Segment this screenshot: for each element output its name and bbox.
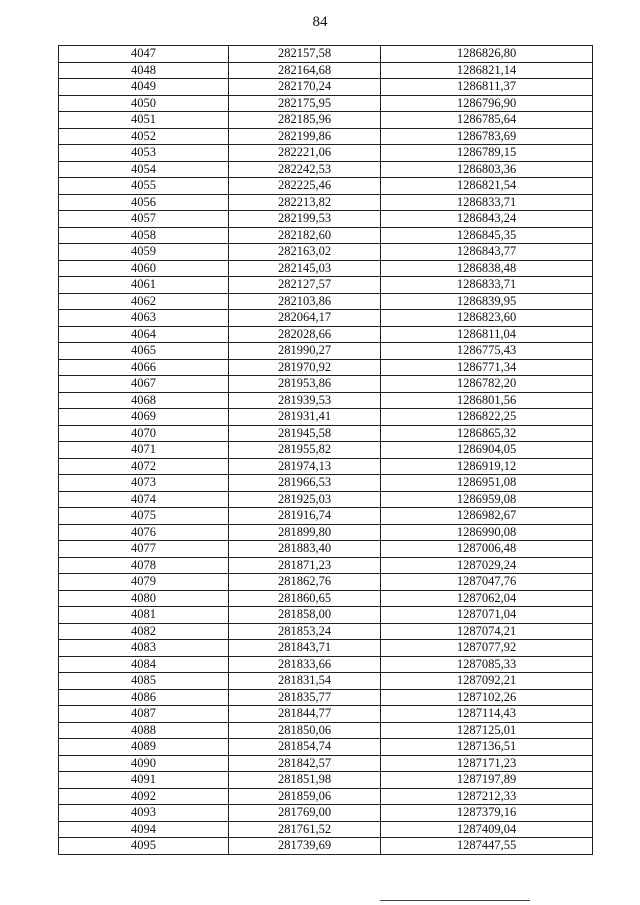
x-coordinate-cell: 281916,74 (229, 508, 381, 525)
y-coordinate-cell: 1287447,55 (381, 838, 593, 855)
x-coordinate-cell: 281761,52 (229, 821, 381, 838)
x-coordinate-cell: 281843,71 (229, 640, 381, 657)
table-row (59, 95, 593, 112)
table-row (59, 194, 593, 211)
table-row (59, 376, 593, 393)
x-coordinate-cell: 282199,86 (229, 128, 381, 145)
x-coordinate-cell: 281853,24 (229, 623, 381, 640)
x-coordinate-cell: 282064,17 (229, 310, 381, 327)
point-number-cell: 4071 (59, 442, 229, 459)
table-row (59, 277, 593, 294)
y-coordinate-cell: 1287409,04 (381, 821, 593, 838)
point-number-cell: 4069 (59, 409, 229, 426)
x-coordinate-cell: 281931,41 (229, 409, 381, 426)
table-row (59, 62, 593, 79)
y-coordinate-cell: 1287029,24 (381, 557, 593, 574)
x-coordinate-cell: 281970,92 (229, 359, 381, 376)
table-row (59, 640, 593, 657)
table-row (59, 838, 593, 855)
point-number-cell: 4053 (59, 145, 229, 162)
table-row (59, 739, 593, 756)
table-row (59, 689, 593, 706)
y-coordinate-cell: 1286783,69 (381, 128, 593, 145)
table-row (59, 326, 593, 343)
point-number-cell: 4095 (59, 838, 229, 855)
point-number-cell: 4091 (59, 772, 229, 789)
x-coordinate-cell: 281966,53 (229, 475, 381, 492)
y-coordinate-cell: 1287092,21 (381, 673, 593, 690)
point-number-cell: 4083 (59, 640, 229, 657)
y-coordinate-cell: 1287077,92 (381, 640, 593, 657)
table-row (59, 541, 593, 558)
y-coordinate-cell: 1286845,35 (381, 227, 593, 244)
table-row (59, 458, 593, 475)
table-row (59, 128, 593, 145)
y-coordinate-cell: 1286775,43 (381, 343, 593, 360)
table-row (59, 491, 593, 508)
x-coordinate-cell: 282127,57 (229, 277, 381, 294)
table-row (59, 623, 593, 640)
point-number-cell: 4082 (59, 623, 229, 640)
point-number-cell: 4090 (59, 755, 229, 772)
y-coordinate-cell: 1286951,08 (381, 475, 593, 492)
y-coordinate-cell: 1287062,04 (381, 590, 593, 607)
y-coordinate-cell: 1287212,33 (381, 788, 593, 805)
y-coordinate-cell: 1287074,21 (381, 623, 593, 640)
x-coordinate-cell: 281769,00 (229, 805, 381, 822)
y-coordinate-cell: 1286838,48 (381, 260, 593, 277)
point-number-cell: 4074 (59, 491, 229, 508)
point-number-cell: 4058 (59, 227, 229, 244)
y-coordinate-cell: 1286771,34 (381, 359, 593, 376)
y-coordinate-cell: 1286822,25 (381, 409, 593, 426)
y-coordinate-cell: 1286919,12 (381, 458, 593, 475)
y-coordinate-cell: 1286990,08 (381, 524, 593, 541)
table-row (59, 343, 593, 360)
x-coordinate-cell: 281939,53 (229, 392, 381, 409)
x-coordinate-cell: 281862,76 (229, 574, 381, 591)
point-number-cell: 4088 (59, 722, 229, 739)
y-coordinate-cell: 1286833,71 (381, 277, 593, 294)
x-coordinate-cell: 281871,23 (229, 557, 381, 574)
table-row (59, 607, 593, 624)
table-row (59, 227, 593, 244)
table-row (59, 788, 593, 805)
x-coordinate-cell: 281854,74 (229, 739, 381, 756)
x-coordinate-cell: 282157,58 (229, 46, 381, 63)
point-number-cell: 4048 (59, 62, 229, 79)
point-number-cell: 4073 (59, 475, 229, 492)
x-coordinate-cell: 281953,86 (229, 376, 381, 393)
table-row (59, 244, 593, 261)
x-coordinate-cell: 282175,95 (229, 95, 381, 112)
point-number-cell: 4057 (59, 211, 229, 228)
table-row (59, 656, 593, 673)
x-coordinate-cell: 282103,86 (229, 293, 381, 310)
table-row (59, 145, 593, 162)
point-number-cell: 4094 (59, 821, 229, 838)
y-coordinate-cell: 1286785,64 (381, 112, 593, 129)
x-coordinate-cell: 282242,53 (229, 161, 381, 178)
x-coordinate-cell: 282221,06 (229, 145, 381, 162)
x-coordinate-cell: 281925,03 (229, 491, 381, 508)
point-number-cell: 4049 (59, 79, 229, 96)
table-row (59, 409, 593, 426)
x-coordinate-cell: 282170,24 (229, 79, 381, 96)
point-number-cell: 4050 (59, 95, 229, 112)
point-number-cell: 4086 (59, 689, 229, 706)
table-row (59, 524, 593, 541)
x-coordinate-cell: 281974,13 (229, 458, 381, 475)
table-row (59, 475, 593, 492)
y-coordinate-cell: 1286782,20 (381, 376, 593, 393)
point-number-cell: 4056 (59, 194, 229, 211)
point-number-cell: 4064 (59, 326, 229, 343)
table-row (59, 79, 593, 96)
y-coordinate-cell: 1286801,56 (381, 392, 593, 409)
y-coordinate-cell: 1286823,60 (381, 310, 593, 327)
point-number-cell: 4062 (59, 293, 229, 310)
table-row (59, 590, 593, 607)
point-number-cell: 4084 (59, 656, 229, 673)
x-coordinate-cell: 281883,40 (229, 541, 381, 558)
x-coordinate-cell: 282164,68 (229, 62, 381, 79)
point-number-cell: 4055 (59, 178, 229, 195)
x-coordinate-cell: 282225,46 (229, 178, 381, 195)
x-coordinate-cell: 282185,96 (229, 112, 381, 129)
table-row (59, 821, 593, 838)
x-coordinate-cell: 281899,80 (229, 524, 381, 541)
y-coordinate-cell: 1287197,89 (381, 772, 593, 789)
table-row (59, 772, 593, 789)
point-number-cell: 4089 (59, 739, 229, 756)
table-row (59, 392, 593, 409)
y-coordinate-cell: 1286865,32 (381, 425, 593, 442)
y-coordinate-cell: 1287085,33 (381, 656, 593, 673)
table-row (59, 310, 593, 327)
y-coordinate-cell: 1287125,01 (381, 722, 593, 739)
x-coordinate-cell: 281945,58 (229, 425, 381, 442)
y-coordinate-cell: 1287114,43 (381, 706, 593, 723)
y-coordinate-cell: 1287047,76 (381, 574, 593, 591)
y-coordinate-cell: 1286811,37 (381, 79, 593, 96)
table-row (59, 178, 593, 195)
y-coordinate-cell: 1286982,67 (381, 508, 593, 525)
coordinates-table (58, 45, 593, 855)
point-number-cell: 4052 (59, 128, 229, 145)
y-coordinate-cell: 1286833,71 (381, 194, 593, 211)
y-coordinate-cell: 1286821,54 (381, 178, 593, 195)
table-row (59, 706, 593, 723)
table-row (59, 211, 593, 228)
point-number-cell: 4070 (59, 425, 229, 442)
y-coordinate-cell: 1286803,36 (381, 161, 593, 178)
point-number-cell: 4078 (59, 557, 229, 574)
x-coordinate-cell: 281842,57 (229, 755, 381, 772)
y-coordinate-cell: 1287379,16 (381, 805, 593, 822)
y-coordinate-cell: 1287006,48 (381, 541, 593, 558)
point-number-cell: 4066 (59, 359, 229, 376)
point-number-cell: 4093 (59, 805, 229, 822)
point-number-cell: 4075 (59, 508, 229, 525)
point-number-cell: 4085 (59, 673, 229, 690)
point-number-cell: 4067 (59, 376, 229, 393)
table-row (59, 260, 593, 277)
point-number-cell: 4079 (59, 574, 229, 591)
point-number-cell: 4063 (59, 310, 229, 327)
table-row (59, 557, 593, 574)
point-number-cell: 4061 (59, 277, 229, 294)
x-coordinate-cell: 282145,03 (229, 260, 381, 277)
point-number-cell: 4068 (59, 392, 229, 409)
x-coordinate-cell: 282028,66 (229, 326, 381, 343)
x-coordinate-cell: 281858,00 (229, 607, 381, 624)
point-number-cell: 4080 (59, 590, 229, 607)
x-coordinate-cell: 281990,27 (229, 343, 381, 360)
y-coordinate-cell: 1286843,77 (381, 244, 593, 261)
x-coordinate-cell: 281859,06 (229, 788, 381, 805)
table-row (59, 359, 593, 376)
x-coordinate-cell: 281739,69 (229, 838, 381, 855)
point-number-cell: 4051 (59, 112, 229, 129)
table-row (59, 673, 593, 690)
y-coordinate-cell: 1287136,51 (381, 739, 593, 756)
table-row (59, 425, 593, 442)
table-row (59, 508, 593, 525)
y-coordinate-cell: 1286821,14 (381, 62, 593, 79)
y-coordinate-cell: 1286796,90 (381, 95, 593, 112)
point-number-cell: 4072 (59, 458, 229, 475)
table-row (59, 293, 593, 310)
x-coordinate-cell: 281955,82 (229, 442, 381, 459)
point-number-cell: 4081 (59, 607, 229, 624)
bottom-rule (380, 900, 530, 901)
point-number-cell: 4077 (59, 541, 229, 558)
page-number: 84 (312, 14, 328, 30)
y-coordinate-cell: 1286789,15 (381, 145, 593, 162)
point-number-cell: 4047 (59, 46, 229, 63)
x-coordinate-cell: 282199,53 (229, 211, 381, 228)
x-coordinate-cell: 281850,06 (229, 722, 381, 739)
table-row (59, 161, 593, 178)
x-coordinate-cell: 281835,77 (229, 689, 381, 706)
x-coordinate-cell: 282213,82 (229, 194, 381, 211)
x-coordinate-cell: 281851,98 (229, 772, 381, 789)
table-row (59, 574, 593, 591)
point-number-cell: 4092 (59, 788, 229, 805)
table-row (59, 442, 593, 459)
point-number-cell: 4076 (59, 524, 229, 541)
x-coordinate-cell: 281844,77 (229, 706, 381, 723)
y-coordinate-cell: 1287102,26 (381, 689, 593, 706)
table-row (59, 805, 593, 822)
y-coordinate-cell: 1287071,04 (381, 607, 593, 624)
x-coordinate-cell: 281831,54 (229, 673, 381, 690)
table-row (59, 722, 593, 739)
coordinates-table-body (59, 46, 593, 855)
point-number-cell: 4054 (59, 161, 229, 178)
y-coordinate-cell: 1286826,80 (381, 46, 593, 63)
x-coordinate-cell: 282182,60 (229, 227, 381, 244)
point-number-cell: 4087 (59, 706, 229, 723)
y-coordinate-cell: 1286904,05 (381, 442, 593, 459)
x-coordinate-cell: 282163,02 (229, 244, 381, 261)
y-coordinate-cell: 1286843,24 (381, 211, 593, 228)
y-coordinate-cell: 1286839,95 (381, 293, 593, 310)
y-coordinate-cell: 1287171,23 (381, 755, 593, 772)
x-coordinate-cell: 281833,66 (229, 656, 381, 673)
x-coordinate-cell: 281860,65 (229, 590, 381, 607)
table-row (59, 46, 593, 63)
point-number-cell: 4065 (59, 343, 229, 360)
table-row (59, 755, 593, 772)
point-number-cell: 4059 (59, 244, 229, 261)
point-number-cell: 4060 (59, 260, 229, 277)
y-coordinate-cell: 1286959,08 (381, 491, 593, 508)
y-coordinate-cell: 1286811,04 (381, 326, 593, 343)
table-row (59, 112, 593, 129)
